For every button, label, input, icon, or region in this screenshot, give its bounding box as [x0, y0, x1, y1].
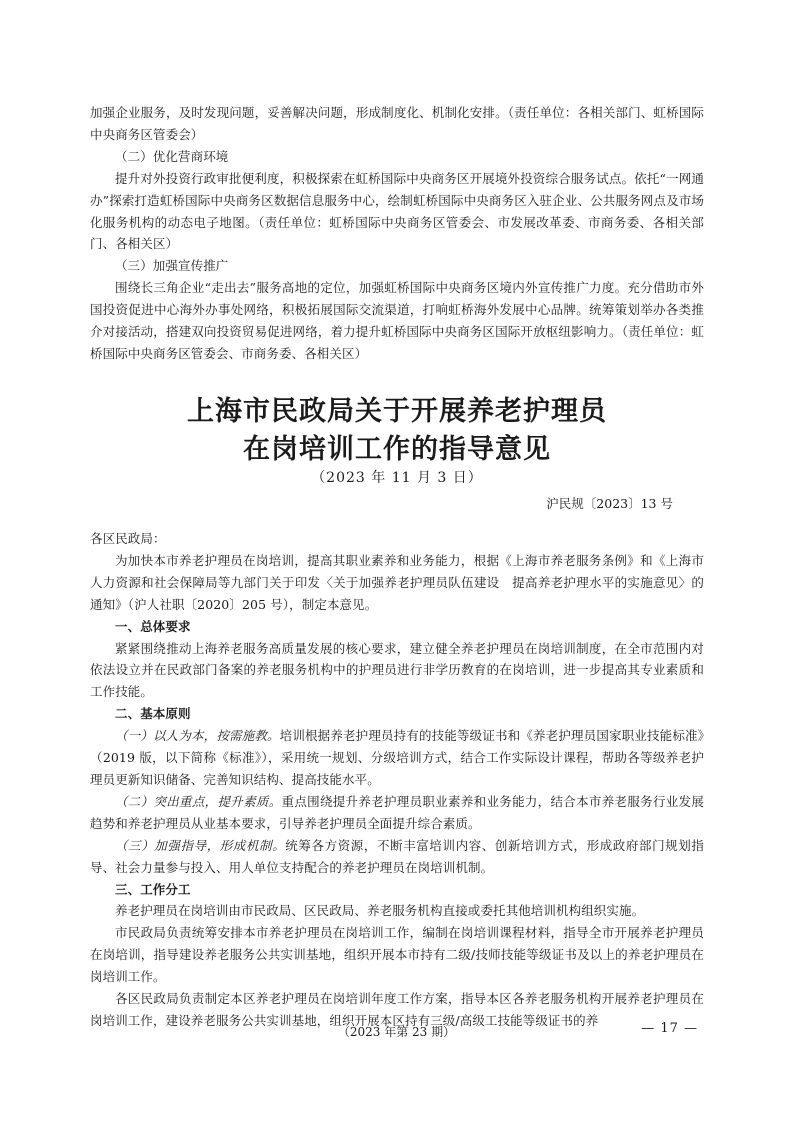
paragraph: 紧紧围绕推动上海养老服务高质量发展的核心要求，建立健全养老护理员在岗培训制度，在全市范围内对依法设立并在民政部门备案的养老服务机构中的护理员进行非学历教育的在岗培训，进一步提高其专业素质和工作技能。: [90, 640, 704, 700]
paragraph: [90, 835, 704, 879]
doc-date: （2023 年 11 月 3 日）: [311, 470, 483, 486]
paragraph: 各区民政局负责制定本区养老护理员在岗培训年度工作方案，指导本区各养老服务机构开展养老护理员在岗培训工作，建设养老服务公共实训基地，组织开展本区持有三级/高级工技能等级证书的养: [90, 991, 704, 1028]
paragraph-lead: （二）突出重点，提升素质。: [115, 793, 282, 809]
intro-paragraph: 为加快本市养老护理员在岗培训，提高其职业素养和业务能力，根据《上海市养老服务条例》和《上海市人力资源和社会保障局等九部门关于印发〈关于加强养老护理员队伍建设 提高养老护理水平的实施意见〉的通知》（沪人社职〔2020〕205 号），制定本意见。: [90, 552, 704, 612]
paragraph: 养老护理员在岗培训由市民政局、区民政局、养老服务机构直接或委托其他培训机构组织实施。: [115, 903, 645, 919]
section-heading: 一、总体要求: [115, 618, 191, 634]
paragraph-lead: （一）以人为本，按需施教。: [115, 728, 280, 744]
document-body: [90, 528, 704, 1032]
paragraph-text: 培训根据养老护理员持有的技能等级证书和《养老护理员国家职业技能标准》（2019 版，以下简称《标准》），采用统一规划、分级培训方式，结合工作实际设计课程，帮助各等级养老护理员更新知识储备、完善知识结构、提高技能水平。: [90, 728, 704, 787]
paragraph-text: 统筹各方资源，不断丰富培训内容、创新培训方式，形成政府部门规划指导、社会力量参与投入、用人单位支持配合的养老护理员在岗培训机制。: [90, 837, 704, 875]
paragraph: [90, 791, 704, 835]
doc-number: 沪民规〔2023〕13 号: [546, 496, 673, 511]
previous-section: [90, 102, 704, 365]
paragraph: 围绕长三角企业“走出去”服务高地的定位，加强虹桥国际中央商务区境内外宣传推广力度。充分借助市外国投资促进中心海外办事处网络，积极拓展国际交流渠道，打响虹桥海外发展中心品牌。统筹策划举办各类推介对接活动，搭建双向投资贸易促进网络，着力提升虹桥国际中央商务区国际开放枢纽影响力。（责任单位：虹桥国际中央商务区管委会、市商务委、各相关区）: [90, 280, 704, 361]
addressee: 各区民政局：: [90, 531, 166, 546]
paragraph-lead: （三）加强指导，形成机制。: [115, 837, 286, 853]
paragraph: [90, 725, 704, 791]
doc-title-line-1: 上海市民政局关于开展养老护理员: [187, 396, 607, 427]
paragraph: 提升对外投资行政审批便利度，积极探索在虹桥国际中央商务区开展境外投资综合服务试点。依托“一网通办”探索打造虹桥国际中央商务区数据信息服务中心，绘制虹桥国际中央商务区入驻企业、公共服务网点及市场化服务机构的动态电子地图。（责任单位：虹桥国际中央商务区管委会、市发展改革委、市商务委、各相关部门、各相关区）: [90, 170, 704, 252]
footer-issue: （2023 年第 23 期）: [337, 1025, 456, 1039]
subheading: （二）优化营商环境: [115, 148, 229, 164]
subheading: （三）加强宣传推广: [115, 258, 229, 274]
page-number: — 17 —: [641, 1021, 698, 1036]
paragraph: 市民政局负责统筹安排本市养老护理员在岗培训工作，编制在岗培训课程材料，指导全市开展养老护理员在岗培训，指导建设养老服务公共实训基地，组织开展本市持有二级/技师技能等级证书及以上的养老护理员在岗培训工作。: [90, 925, 704, 985]
section-heading: 二、基本原则: [115, 706, 191, 722]
doc-title-line-2: 在岗培训工作的指导意见: [243, 434, 551, 465]
section-heading: 三、工作分工: [115, 881, 191, 897]
paragraph: 加强企业服务，及时发现问题，妥善解决问题，形成制度化、机制化安排。（责任单位：各相关部门、虹桥国际中央商务区管委会）: [90, 105, 704, 142]
paragraph-text: 重点围绕提升养老护理员职业素养和业务能力，结合本市养老服务行业发展趋势和养老护理员从业基本要求，引导养老护理员全面提升综合素质。: [90, 793, 704, 831]
